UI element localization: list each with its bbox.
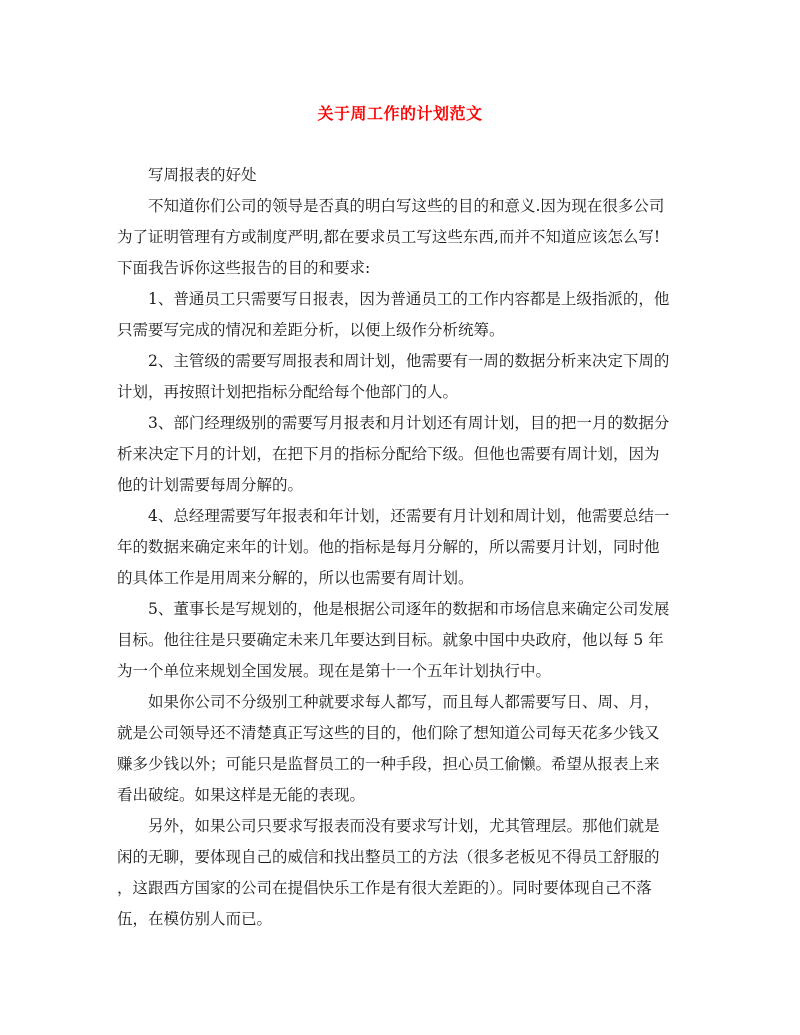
- text-line: ，这跟西方国家的公司在提倡快乐工作是有很大差距的）。同时要体现自己不落: [117, 879, 652, 897]
- text-line: 目标。他往往是只要确定未来几年要达到目标。就象中国中央政府，他以每 5 年: [117, 631, 664, 649]
- paragraph-item-3: [117, 408, 683, 501]
- paragraph-item-4: [117, 501, 683, 594]
- text-line: 如果你公司不分级别工种就要求每人都写，而且每人都需要写日、周、月，: [148, 693, 660, 711]
- text-line: 他的计划需要每周分解的。: [117, 476, 304, 494]
- text-line: 1、普通员工只需要写日报表，因为普通员工的工作内容都是上级指派的，他: [148, 290, 670, 308]
- text-line: 5、董事长是写规划的，他是根据公司逐年的数据和市场信息来确定公司发展: [148, 600, 670, 618]
- text-line: 年的数据来确定来年的计划。他的指标是每月分解的，所以需要月计划，同时他: [117, 538, 660, 556]
- document-title: 关于周工作的计划范文: [317, 104, 483, 123]
- text-line: 另外，如果公司只要求写报表而没有要求写计划，尤其管理层。那他们就是: [148, 817, 660, 835]
- text-line: 看出破绽。如果这样是无能的表现。: [117, 786, 366, 804]
- document-body: [117, 160, 683, 935]
- text-line: 3、部门经理级别的需要写月报表和月计划还有周计划，目的把一月的数据分: [148, 414, 670, 432]
- text-line: 伍，在模仿别人而已。: [117, 910, 273, 928]
- text-line: 写周报表的好处: [148, 166, 257, 184]
- paragraph-heading: [117, 160, 683, 191]
- text-line: 只需要写完成的情况和差距分析，以便上级作分析统筹。: [117, 321, 505, 339]
- paragraph-item-1: [117, 284, 683, 346]
- text-line: 就是公司领导还不清楚真正写这些的目的，他们除了想知道公司每天花多少钱又: [117, 724, 660, 742]
- paragraph-conclusion-2: [117, 811, 683, 935]
- text-line: 4、总经理需要写年报表和年计划，还需要有月计划和周计划，他需要总结一: [148, 507, 670, 525]
- text-line: 不知道你们公司的领导是否真的明白写这些的目的和意义.因为现在很多公司: [148, 197, 665, 215]
- text-line: 2、主管级的需要写周报表和周计划，他需要有一周的数据分析来决定下周的: [148, 352, 670, 370]
- text-line: 闲的无聊，要体现自己的威信和找出整员工的方法（很多老板见不得员工舒服的: [117, 848, 660, 866]
- text-line: 为了证明管理有方或制度严明,都在要求员工写这些东西,而并不知道应该怎么写!: [117, 228, 661, 246]
- paragraph-item-2: [117, 346, 683, 408]
- text-line: 下面我告诉你这些报告的目的和要求:: [117, 259, 371, 277]
- text-line: 计划，再按照计划把指标分配给每个他部门的人。: [117, 383, 459, 401]
- paragraph-intro: [117, 191, 683, 284]
- text-line: 析来决定下月的计划，在把下月的指标分配给下级。但他也需要有周计划，因为: [117, 445, 660, 463]
- text-line: 为一个单位来规划全国发展。现在是第十一个五年计划执行中。: [117, 662, 552, 680]
- paragraph-item-5: [117, 594, 683, 687]
- paragraph-conclusion-1: [117, 687, 683, 811]
- text-line: 赚多少钱以外；可能只是监督员工的一种手段，担心员工偷懒。希望从报表上来: [117, 755, 660, 773]
- text-line: 的具体工作是用周来分解的，所以也需要有周计划。: [117, 569, 474, 587]
